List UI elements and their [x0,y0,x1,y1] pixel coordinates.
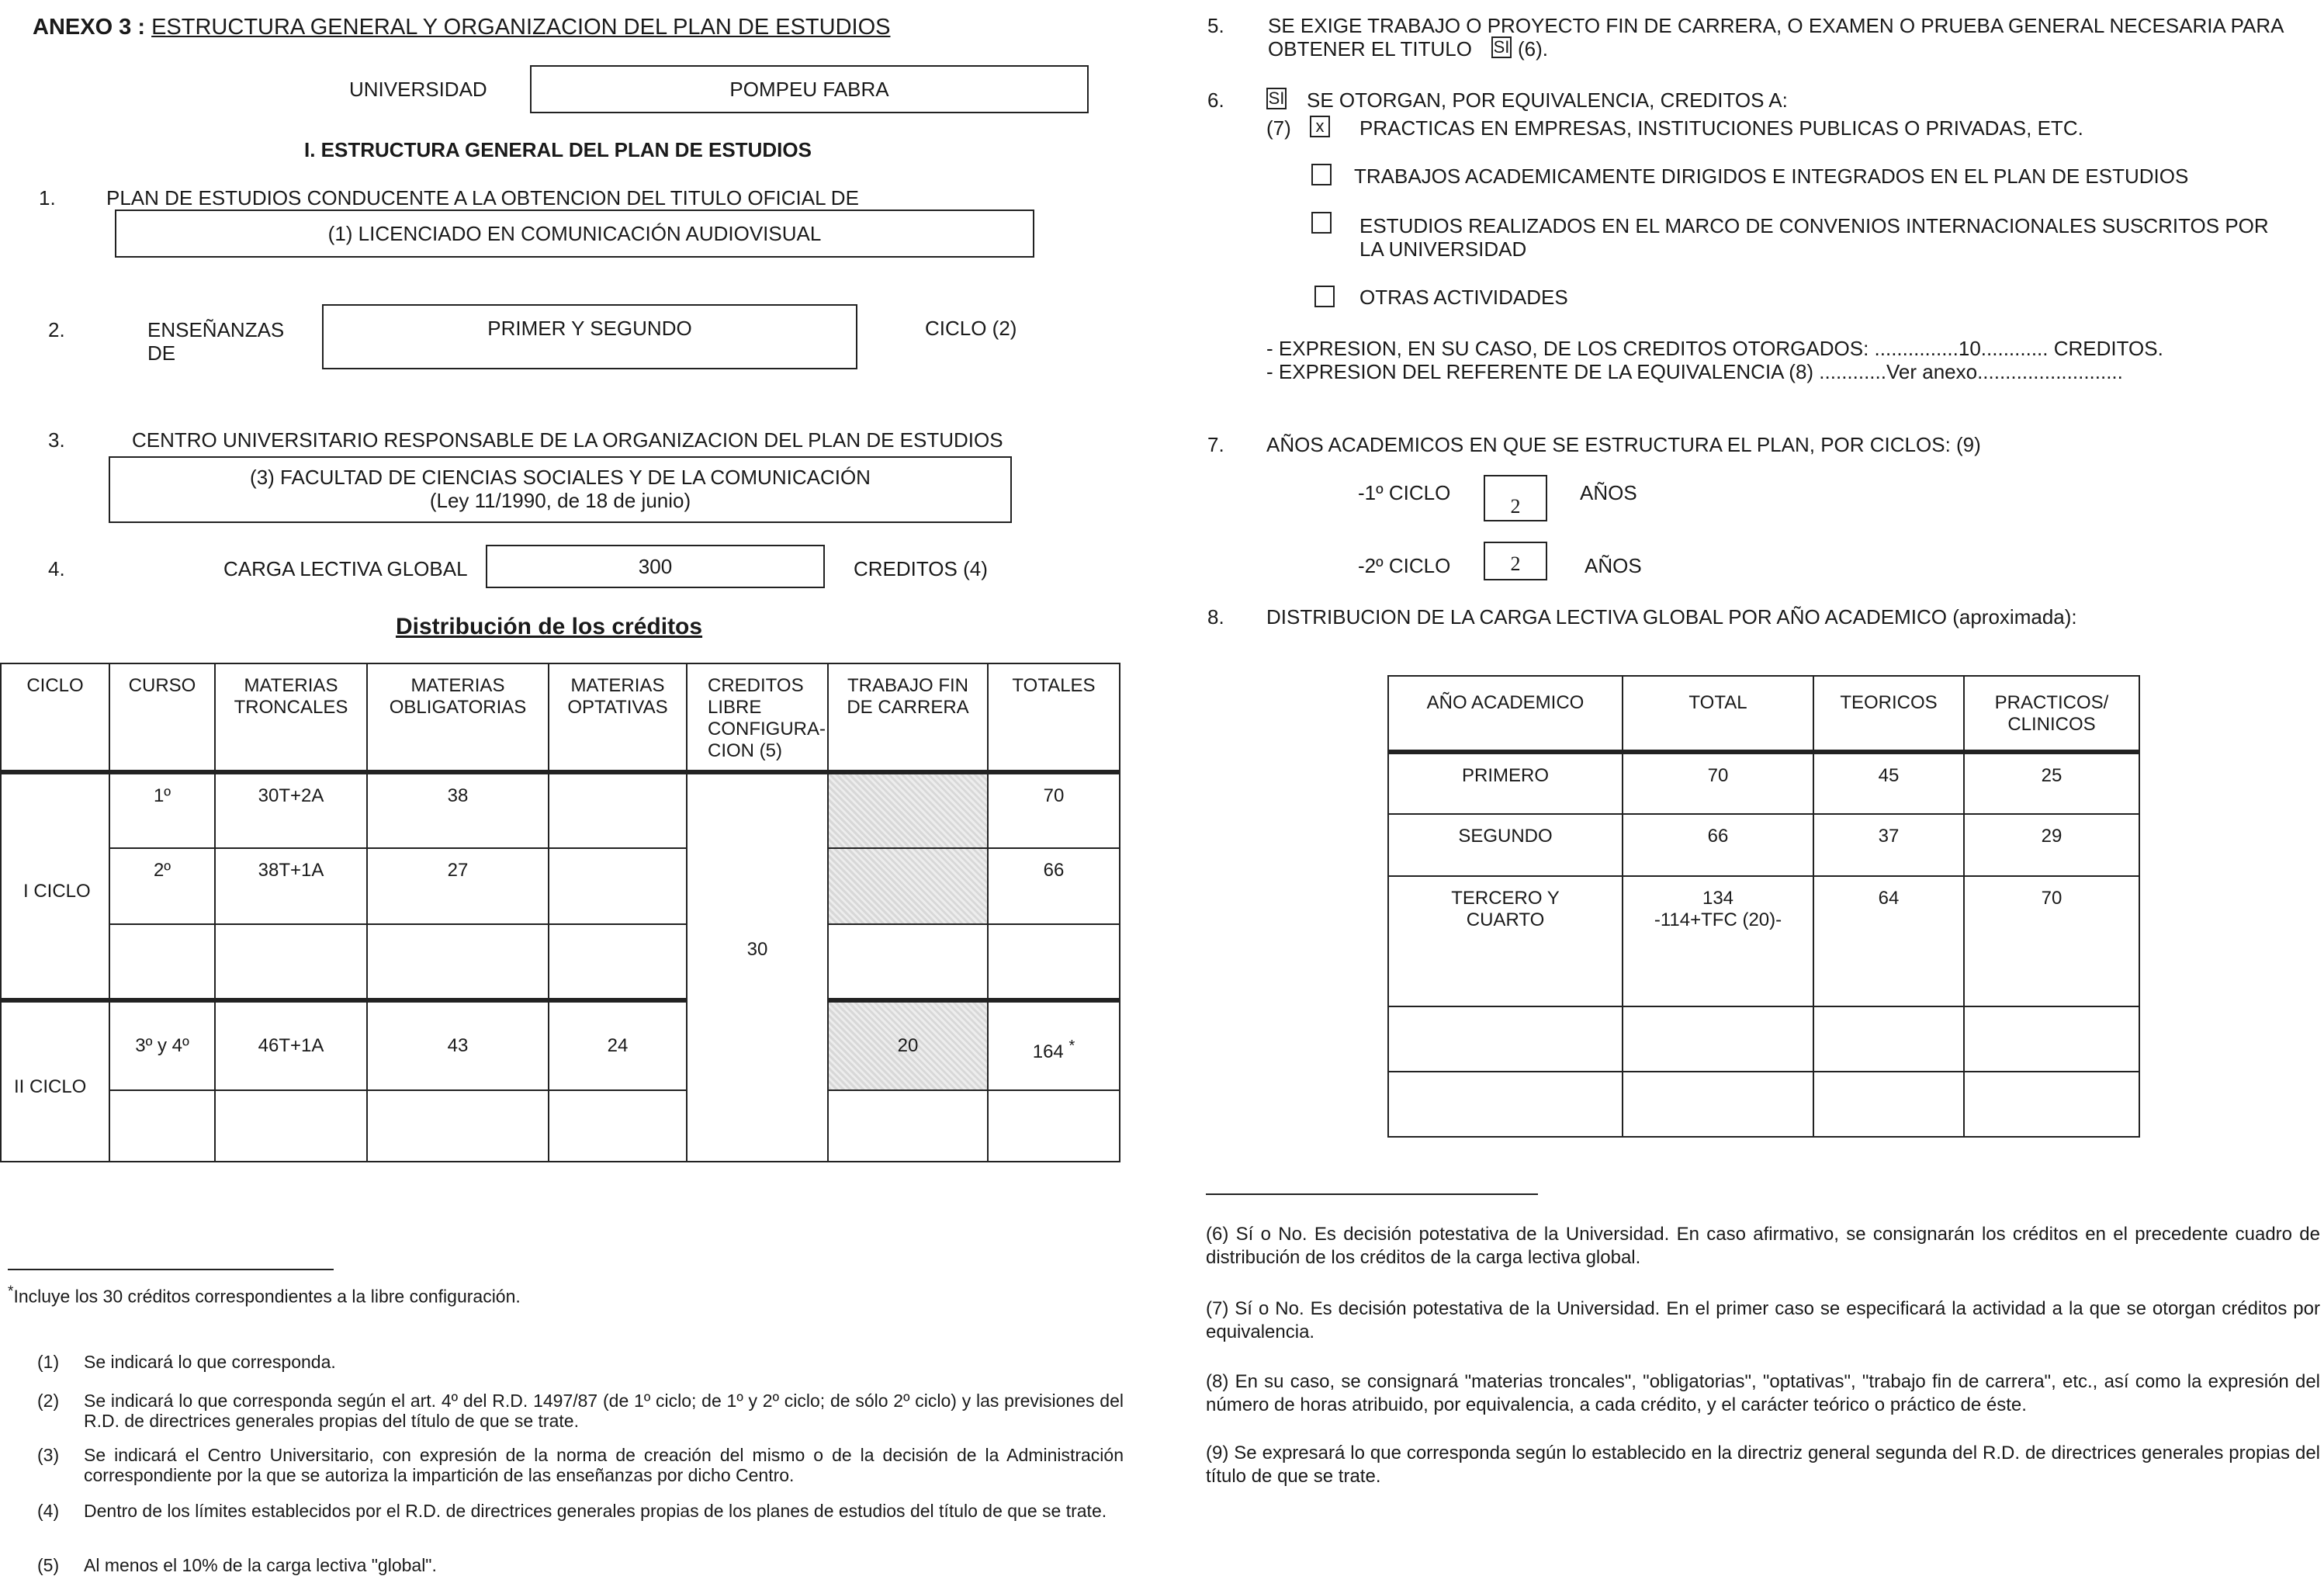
r2-trabajo-shaded [828,848,988,924]
table-row [1,924,1120,1000]
annual-load-table [1387,675,2140,1138]
universidad-field [530,65,1089,113]
item5-line1: SE EXIGE TRABAJO O PROYECTO FIN DE CARRERA, O EXAMEN O PRUEBA GENERAL NECESARIA PARA [1268,14,2284,37]
item3-text: CENTRO UNIVERSITARIO RESPONSABLE DE LA ORGANIZACION DEL PLAN DE ESTUDIOS [132,428,1003,452]
r4-troncales: 46T+1A [215,1000,367,1090]
annex-title: ESTRUCTURA GENERAL Y ORGANIZACION DEL PLAN DE ESTUDIOS [151,15,891,40]
r4-totales-cell [988,1000,1120,1090]
item8-number: 8. [1207,605,1224,629]
footnote-text: Al menos el 10% de la carga lectiva "global". [84,1555,437,1575]
table-row [1388,1072,2139,1137]
item3-field [109,456,1012,523]
item7-number: 7. [1207,433,1224,456]
item4-field [486,545,825,588]
row-year: PRIMERO [1388,752,1623,814]
header-teoricos: TEORICOS [1813,676,1964,752]
footnote-text: Se indicará el Centro Universitario, con expresión de la norma de creación del mismo o de la decisión de la Administración correspondiente por la que se autoriza la impartición de las enseñanzas por dicho Centro. [84,1445,1124,1485]
checkbox-trabajos[interactable] [1311,164,1332,185]
item2-label-a: ENSEÑANZAS [147,318,285,341]
header-practicos: PRACTICOS/ CLINICOS [1964,676,2139,752]
annex-label: ANEXO 3 : [33,15,146,40]
item6-si-box: SI [1266,88,1287,109]
ciclo2-value: 2 [1510,552,1521,575]
footnote-text: Dentro de los límites establecidos por el R.D. de directrices generales propias de los planes de estudios del título de que se trate. [84,1501,1107,1521]
footnote-text: Se indicará lo que corresponda. [84,1352,336,1372]
item7-text: AÑOS ACADEMICOS EN QUE SE ESTRUCTURA EL PLAN, POR CICLOS: (9) [1266,433,1981,456]
expression-credits: - EXPRESION, EN SU CASO, DE LOS CREDITOS OTORGADOS: ...............10............ CREDITOS. [1266,337,2163,360]
universidad-label: UNIVERSIDAD [349,78,487,101]
r2-obligatorias: 27 [367,848,549,924]
header-ciclo: CICLO [1,663,109,772]
ciclo2-cell: II CICLO [1,1000,109,1162]
header-optativas: MATERIAS OPTATIVAS [549,663,687,772]
footnote-num: (1) [37,1352,60,1372]
footnote-num: (3) [37,1445,60,1465]
r5-optativas [549,1090,687,1162]
item2-label-b: DE [147,341,176,365]
footnote-text: Se indicará lo que corresponda según el art. 4º del R.D. 1497/87 (de 1º ciclo; de 1º y 2º ciclo; de sólo 2º ciclo) y las previsiones del R.D. de directrices generales propias del título de que se trate. [84,1391,1124,1431]
libre-configuracion-cell: 30 [687,772,828,1162]
row3-practicos: 70 [1964,876,2139,1006]
r2-curso: 2º [109,848,215,924]
item3-value-a: (3) FACULTAD DE CIENCIAS SOCIALES Y DE LA COMUNICACIÓN [250,466,871,489]
r4-curso: 3º y 4º [109,1000,215,1090]
credits-distribution-table [0,663,1120,1162]
option-trabajos: TRABAJOS ACADEMICAMENTE DIRIGIDOS E INTEGRADOS EN EL PLAN DE ESTUDIOS [1354,165,2189,188]
footnote-num: (4) [37,1501,60,1521]
header-trabajo-fin: TRABAJO FIN DE CARRERA [828,663,988,772]
row3-total-a: 134 [1702,888,1734,909]
universidad-value: POMPEU FABRA [729,78,889,101]
row4-teoricos [1813,1006,1964,1072]
option-convenios-a: ESTUDIOS REALIZADOS EN EL MARCO DE CONVENIOS INTERNACIONALES SUSCRITOS POR [1359,214,2269,237]
row-teoricos: 45 [1813,752,1964,814]
footnote-7: (7) Sí o No. Es decisión potestativa de la Universidad. En el primer caso se especificará la actividad a la que se otorgan créditos por equivalencia. [1206,1298,2320,1342]
r2-troncales: 38T+1A [215,848,367,924]
item3-value-b: (Ley 11/1990, de 18 de junio) [429,489,691,512]
r2-totales: 66 [988,848,1120,924]
item1-text: PLAN DE ESTUDIOS CONDUCENTE A LA OBTENCION DEL TITULO OFICIAL DE [106,186,859,210]
table-row [1,772,1120,848]
r5-totales [988,1090,1120,1162]
footnote-num: (2) [37,1391,60,1411]
header-troncales: MATERIAS TRONCALES [215,663,367,772]
item2-number: 2. [48,318,65,341]
item6-ref: (7) [1266,116,1291,140]
item2-suffix: CICLO (2) [925,317,1017,340]
item1-field [115,210,1034,258]
header-total: TOTAL [1623,676,1813,752]
item1-value: (1) LICENCIADO EN COMUNICACIÓN AUDIOVISUAL [327,222,822,245]
footnote-6: (6) Sí o No. Es decisión potestativa de la Universidad. En caso afirmativo, se consignarán los créditos en el precedente cuadro de distribución de los créditos de la carga lectiva global. [1206,1224,2320,1268]
ciclo2-years-field [1484,542,1547,580]
expression-referente: - EXPRESION DEL REFERENTE DE LA EQUIVALENCIA (8) ............Ver anexo.......................... [1266,360,2123,383]
row4-practicos [1964,1006,2139,1072]
ciclo1-value: 2 [1510,495,1521,518]
header-ano-academico: AÑO ACADEMICO [1388,676,1623,752]
item5-line2: OBTENER EL TITULO [1268,37,1472,61]
table-row [1388,876,2139,1006]
footnote-9: (9) Se expresará lo que corresponda según lo establecido en la directriz general segunda del R.D. de directrices generales propias del título de que se trate. [1206,1443,2320,1487]
row5-year [1388,1072,1623,1137]
r1-trabajo-shaded [828,772,988,848]
r1-troncales: 30T+2A [215,772,367,848]
r5-trabajo [828,1090,988,1162]
footnote-8: (8) En su caso, se consignará "materias troncales", "obligatorias", "optativas", "trabajo fin de carrera", etc., así como la expresión del número de horas atribuido, por equivalencia, a cada crédito, y el carácter teórico o práctico de éste. [1206,1371,2320,1415]
item4-suffix: CREDITOS (4) [854,557,988,580]
row-teoricos: 37 [1813,814,1964,876]
row4-year [1388,1006,1623,1072]
r4-obligatorias: 43 [367,1000,549,1090]
header-totales: TOTALES [988,663,1120,772]
table-row [1388,1006,2139,1072]
item6-number: 6. [1207,88,1224,112]
table-row [1388,814,2139,876]
r1-obligatorias: 38 [367,772,549,848]
item4-value: 300 [638,555,673,578]
header-libre-configuracion: CREDITOS LIBRE CONFIGURA-CION (5) [687,663,828,772]
row3-year-b: CUARTO [1466,909,1545,930]
row5-teoricos [1813,1072,1964,1137]
item4-label: CARGA LECTIVA GLOBAL [223,557,468,580]
item6-text: SE OTORGAN, POR EQUIVALENCIA, CREDITOS A: [1307,88,1788,112]
ciclo1-years-field [1484,475,1547,521]
row-total: 70 [1623,752,1813,814]
footnote-divider-left [8,1269,334,1270]
r3-totales [988,924,1120,1000]
distribution-title: Distribución de los créditos [396,614,703,639]
row4-total [1623,1006,1813,1072]
table-row [1,848,1120,924]
table-header-row [1,663,1120,772]
row-practicos: 29 [1964,814,2139,876]
option-otras: OTRAS ACTIVIDADES [1359,286,1568,309]
section-title: I. ESTRUCTURA GENERAL DEL PLAN DE ESTUDIOS [304,138,812,161]
r4-optativas: 24 [549,1000,687,1090]
r5-curso [109,1090,215,1162]
item3-number: 3. [48,428,65,452]
row3-teoricos: 64 [1813,876,1964,1006]
table-row [1388,752,2139,814]
item5-ref: (6). [1518,37,1548,61]
row3-year-a: TERCERO Y [1451,888,1560,909]
item5-number: 5. [1207,14,1224,37]
table-row [1,1000,1120,1090]
row-total: 66 [1623,814,1813,876]
item2-value: PRIMER Y SEGUNDO [487,317,692,340]
r4-trabajo: 20 [828,1000,988,1090]
row-practicos: 25 [1964,752,2139,814]
footnote-star: *Incluye los 30 créditos correspondientes a la libre configuración. [8,1283,521,1307]
r5-obligatorias [367,1090,549,1162]
item2-field [322,304,857,369]
ciclo1-label: -1º CICLO [1358,481,1451,504]
ciclo2-anos: AÑOS [1585,554,1642,577]
option-practicas: PRACTICAS EN EMPRESAS, INSTITUCIONES PUBLICAS O PRIVADAS, ETC. [1359,116,2083,140]
item5-si-box: SI [1491,36,1512,58]
row5-total [1623,1072,1813,1137]
ciclo1-anos: AÑOS [1580,481,1637,504]
item4-number: 4. [48,557,65,580]
header-curso: CURSO [109,663,215,772]
r5-troncales [215,1090,367,1162]
ciclo1-cell: I CICLO [1,772,109,1000]
item8-text: DISTRIBUCION DE LA CARGA LECTIVA GLOBAL POR AÑO ACADEMICO (aproximada): [1266,605,2077,629]
footnote-star-text: Incluye los 30 créditos correspondientes a la libre configuración. [13,1286,521,1307]
footnote-num: (5) [37,1555,60,1575]
r3-troncales [215,924,367,1000]
item1-number: 1. [39,186,56,210]
checkbox-convenios[interactable] [1311,212,1332,234]
r3-optativas [549,924,687,1000]
table-row [1,1090,1120,1162]
footnote-divider-right [1206,1193,1538,1195]
row5-practicos [1964,1072,2139,1137]
row-year: SEGUNDO [1388,814,1623,876]
row3-total-b: -114+TFC (20)- [1654,909,1782,930]
option-convenios-b: LA UNIVERSIDAD [1359,237,1527,261]
ciclo2-label: -2º CICLO [1358,554,1451,577]
r3-obligatorias [367,924,549,1000]
r3-curso [109,924,215,1000]
r1-curso: 1º [109,772,215,848]
checkbox-otras[interactable] [1314,286,1335,307]
row3-total-cell [1623,876,1813,1006]
checkbox-practicas[interactable]: x [1310,116,1330,137]
table-header-row [1388,676,2139,752]
r3-trabajo [828,924,988,1000]
r1-optativas [549,772,687,848]
r2-optativas [549,848,687,924]
annex-heading [33,14,890,40]
asterisk-mark: * [1068,1037,1075,1055]
header-obligatorias: MATERIAS OBLIGATORIAS [367,663,549,772]
r1-totales: 70 [988,772,1120,848]
r4-totales: 164 [1032,1041,1064,1062]
row3-year-cell [1388,876,1623,1006]
